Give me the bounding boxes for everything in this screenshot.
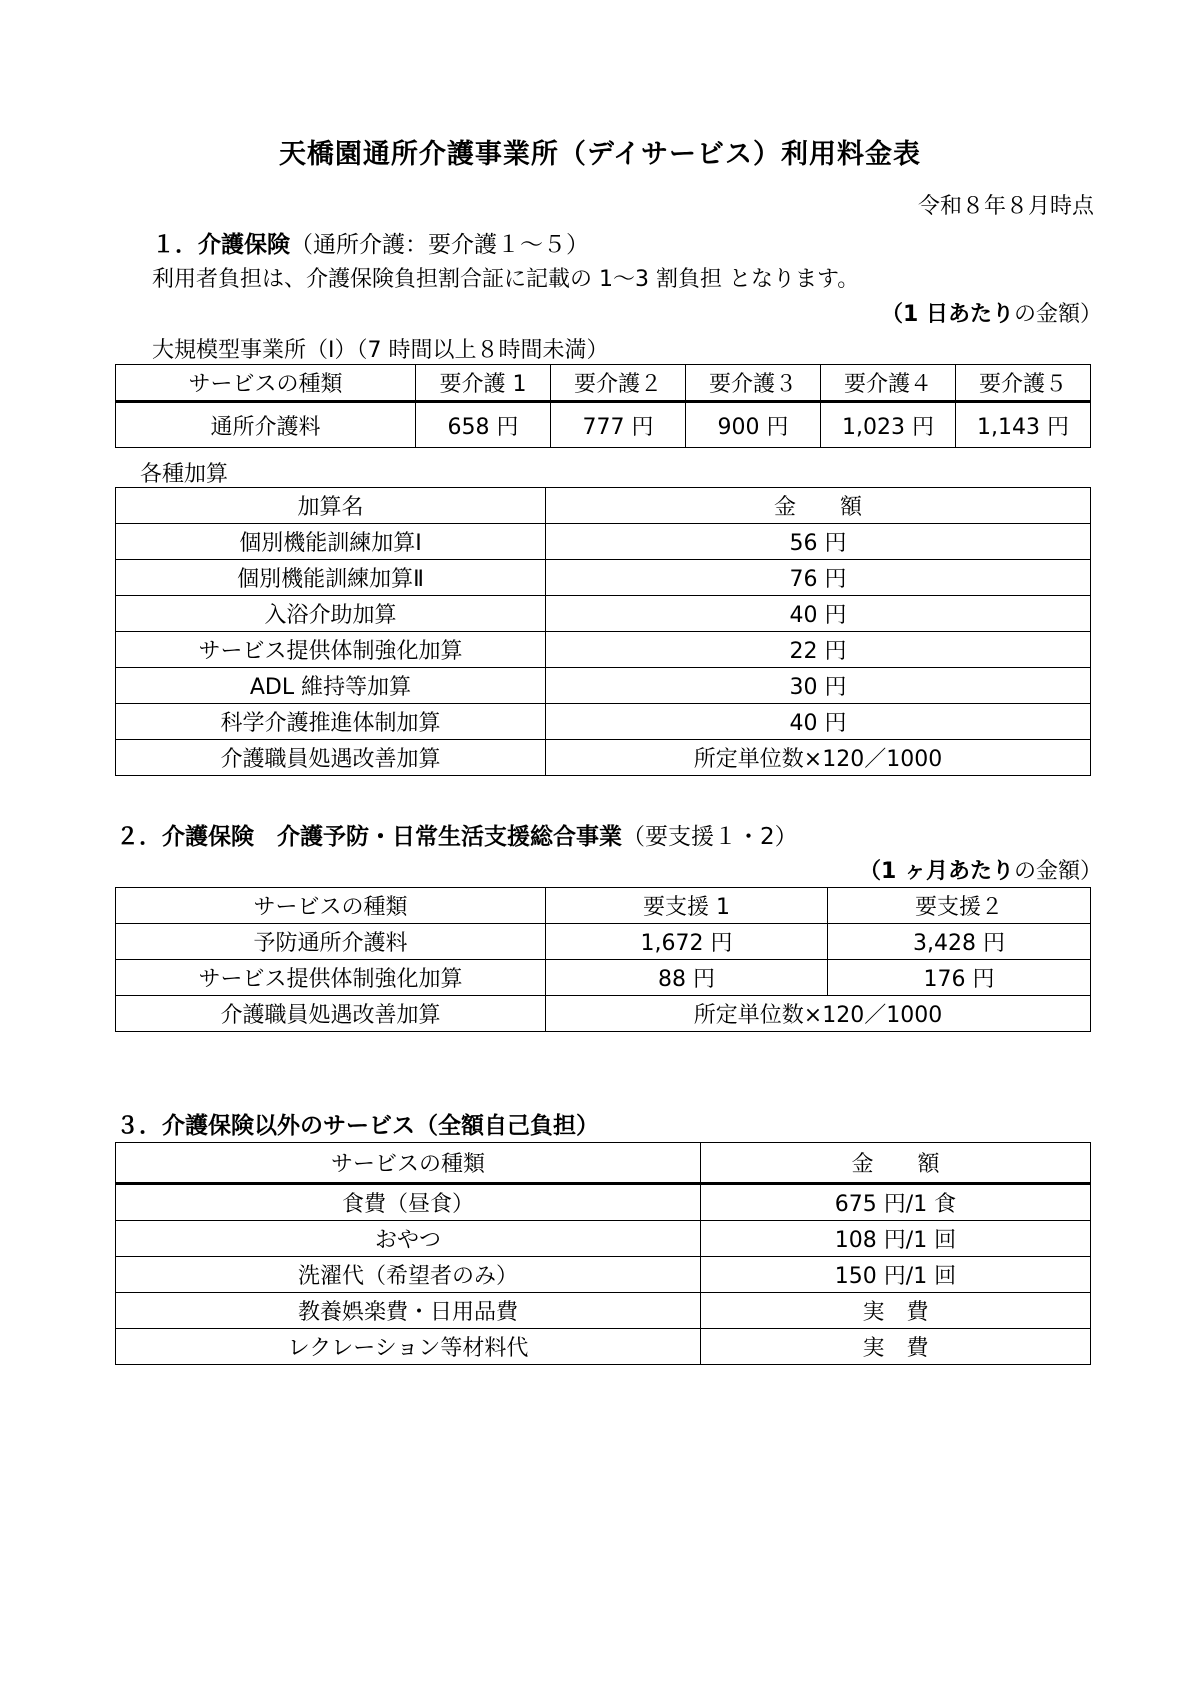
- table-row: [116, 402, 1091, 448]
- table-cell: 88 円: [546, 960, 828, 996]
- table-cell: 3,428 円: [828, 924, 1091, 960]
- table-row: [116, 740, 1091, 776]
- table-cell: おやつ: [116, 1221, 701, 1257]
- table-header-row: [116, 488, 1091, 524]
- table-header-row: [116, 365, 1091, 402]
- header-cell: サービスの種類: [116, 1143, 701, 1184]
- table-row: [116, 996, 1091, 1032]
- table-row: [116, 1293, 1091, 1329]
- table-cell: サービス提供体制強化加算: [116, 632, 546, 668]
- table-row: [116, 668, 1091, 704]
- addons-table: [115, 487, 1091, 776]
- table-cell: 洗濯代（希望者のみ）: [116, 1257, 701, 1293]
- header-cell: 金 額: [546, 488, 1091, 524]
- table-cell: 所定単位数×120／1000: [546, 996, 1091, 1032]
- addons-label: 各種加算: [140, 462, 229, 487]
- table-cell: 所定単位数×120／1000: [546, 740, 1091, 776]
- header-cell: 要介護５: [956, 365, 1091, 402]
- table-cell: 40 円: [546, 596, 1091, 632]
- table-cell: 56 円: [546, 524, 1091, 560]
- care-fee-table: [115, 364, 1091, 448]
- table-row: [116, 1329, 1091, 1365]
- table-cell: 1,672 円: [546, 924, 828, 960]
- header-cell: 要支援 1: [546, 888, 828, 924]
- section1-title: 介護保険: [198, 232, 290, 258]
- other-services-table: [115, 1142, 1091, 1365]
- effective-date: 令和８年８月時点: [917, 194, 1094, 219]
- table-header-row: [116, 1143, 1091, 1184]
- table-cell: ADL 維持等加算: [116, 668, 546, 704]
- header-cell: 要介護４: [821, 365, 956, 402]
- header-cell: 要介護３: [686, 365, 821, 402]
- table-cell: 科学介護推進体制加算: [116, 704, 546, 740]
- header-cell: 要介護２: [551, 365, 686, 402]
- support-fee-table: [115, 887, 1091, 1032]
- table-cell: 予防通所介護料: [116, 924, 546, 960]
- header-cell: サービスの種類: [116, 365, 416, 402]
- table-cell: 22 円: [546, 632, 1091, 668]
- section2-title: 介護保険 介護予防・日常生活支援総合事業: [162, 824, 622, 850]
- table-cell: 実 費: [701, 1293, 1091, 1329]
- header-cell: 要介護 1: [416, 365, 551, 402]
- table-cell: 介護職員処遇改善加算: [116, 996, 546, 1032]
- section2-subtitle: （要支援１・2）: [622, 824, 798, 850]
- header-cell: 金 額: [701, 1143, 1091, 1184]
- section3-number: ３．: [116, 1113, 162, 1139]
- header-cell: 要支援２: [828, 888, 1091, 924]
- table-cell: 1,143 円: [956, 402, 1091, 448]
- section2-unit-note: [859, 854, 1102, 885]
- table-cell: 教養娯楽費・日用品費: [116, 1293, 701, 1329]
- table-cell: 個別機能訓練加算Ⅱ: [116, 560, 546, 596]
- table-cell: 通所介護料: [116, 402, 416, 448]
- table-cell: 658 円: [416, 402, 551, 448]
- section1-note: 利用者負担は、介護保険負担割合証に記載の 1～3 割負担 となります。: [152, 267, 860, 292]
- table-cell: レクレーション等材料代: [116, 1329, 701, 1365]
- section1-unit-suffix: の金額）: [1013, 302, 1102, 327]
- section1-unit-prefix: （1 日あたり: [881, 302, 1014, 327]
- section1-number: １．: [152, 232, 198, 258]
- table-cell: 30 円: [546, 668, 1091, 704]
- section1-subtitle: （通所介護：要介護１～５）: [290, 232, 589, 258]
- table-cell: 108 円/1 回: [701, 1221, 1091, 1257]
- facility-type-label: 大規模型事業所（Ⅰ）（7 時間以上８時間未満）: [152, 338, 609, 363]
- table-cell: 40 円: [546, 704, 1091, 740]
- table-cell: 675 円/1 食: [701, 1184, 1091, 1221]
- table-cell: 介護職員処遇改善加算: [116, 740, 546, 776]
- table-row: [116, 924, 1091, 960]
- header-cell: サービスの種類: [116, 888, 546, 924]
- table-row: [116, 596, 1091, 632]
- table-cell: 76 円: [546, 560, 1091, 596]
- table-cell: サービス提供体制強化加算: [116, 960, 546, 996]
- table-row: [116, 560, 1091, 596]
- table-cell: 900 円: [686, 402, 821, 448]
- section1-unit-note: [881, 297, 1102, 328]
- section2-unit-suffix: の金額）: [1013, 859, 1102, 884]
- table-cell: 777 円: [551, 402, 686, 448]
- section2-heading: [116, 818, 798, 851]
- section2-unit-prefix: （1 ヶ月あたり: [859, 859, 1014, 884]
- table-row: [116, 524, 1091, 560]
- table-row: [116, 632, 1091, 668]
- table-row: [116, 704, 1091, 740]
- section3-heading: [116, 1107, 599, 1140]
- table-cell: 1,023 円: [821, 402, 956, 448]
- section2-number: ２．: [116, 824, 162, 850]
- page-title: 天橋園通所介護事業所（デイサービス）利用料金表: [278, 139, 922, 170]
- table-cell: 個別機能訓練加算Ⅰ: [116, 524, 546, 560]
- table-row: [116, 1257, 1091, 1293]
- table-cell: 実 費: [701, 1329, 1091, 1365]
- table-cell: 入浴介助加算: [116, 596, 546, 632]
- section3-title: 介護保険以外のサービス（全額自己負担）: [162, 1113, 599, 1139]
- table-cell: 150 円/1 回: [701, 1257, 1091, 1293]
- table-row: [116, 1221, 1091, 1257]
- table-cell: 食費（昼食）: [116, 1184, 701, 1221]
- header-cell: 加算名: [116, 488, 546, 524]
- table-row: [116, 960, 1091, 996]
- table-row: [116, 1184, 1091, 1221]
- table-header-row: [116, 888, 1091, 924]
- table-cell: 176 円: [828, 960, 1091, 996]
- section1-heading: [152, 226, 589, 259]
